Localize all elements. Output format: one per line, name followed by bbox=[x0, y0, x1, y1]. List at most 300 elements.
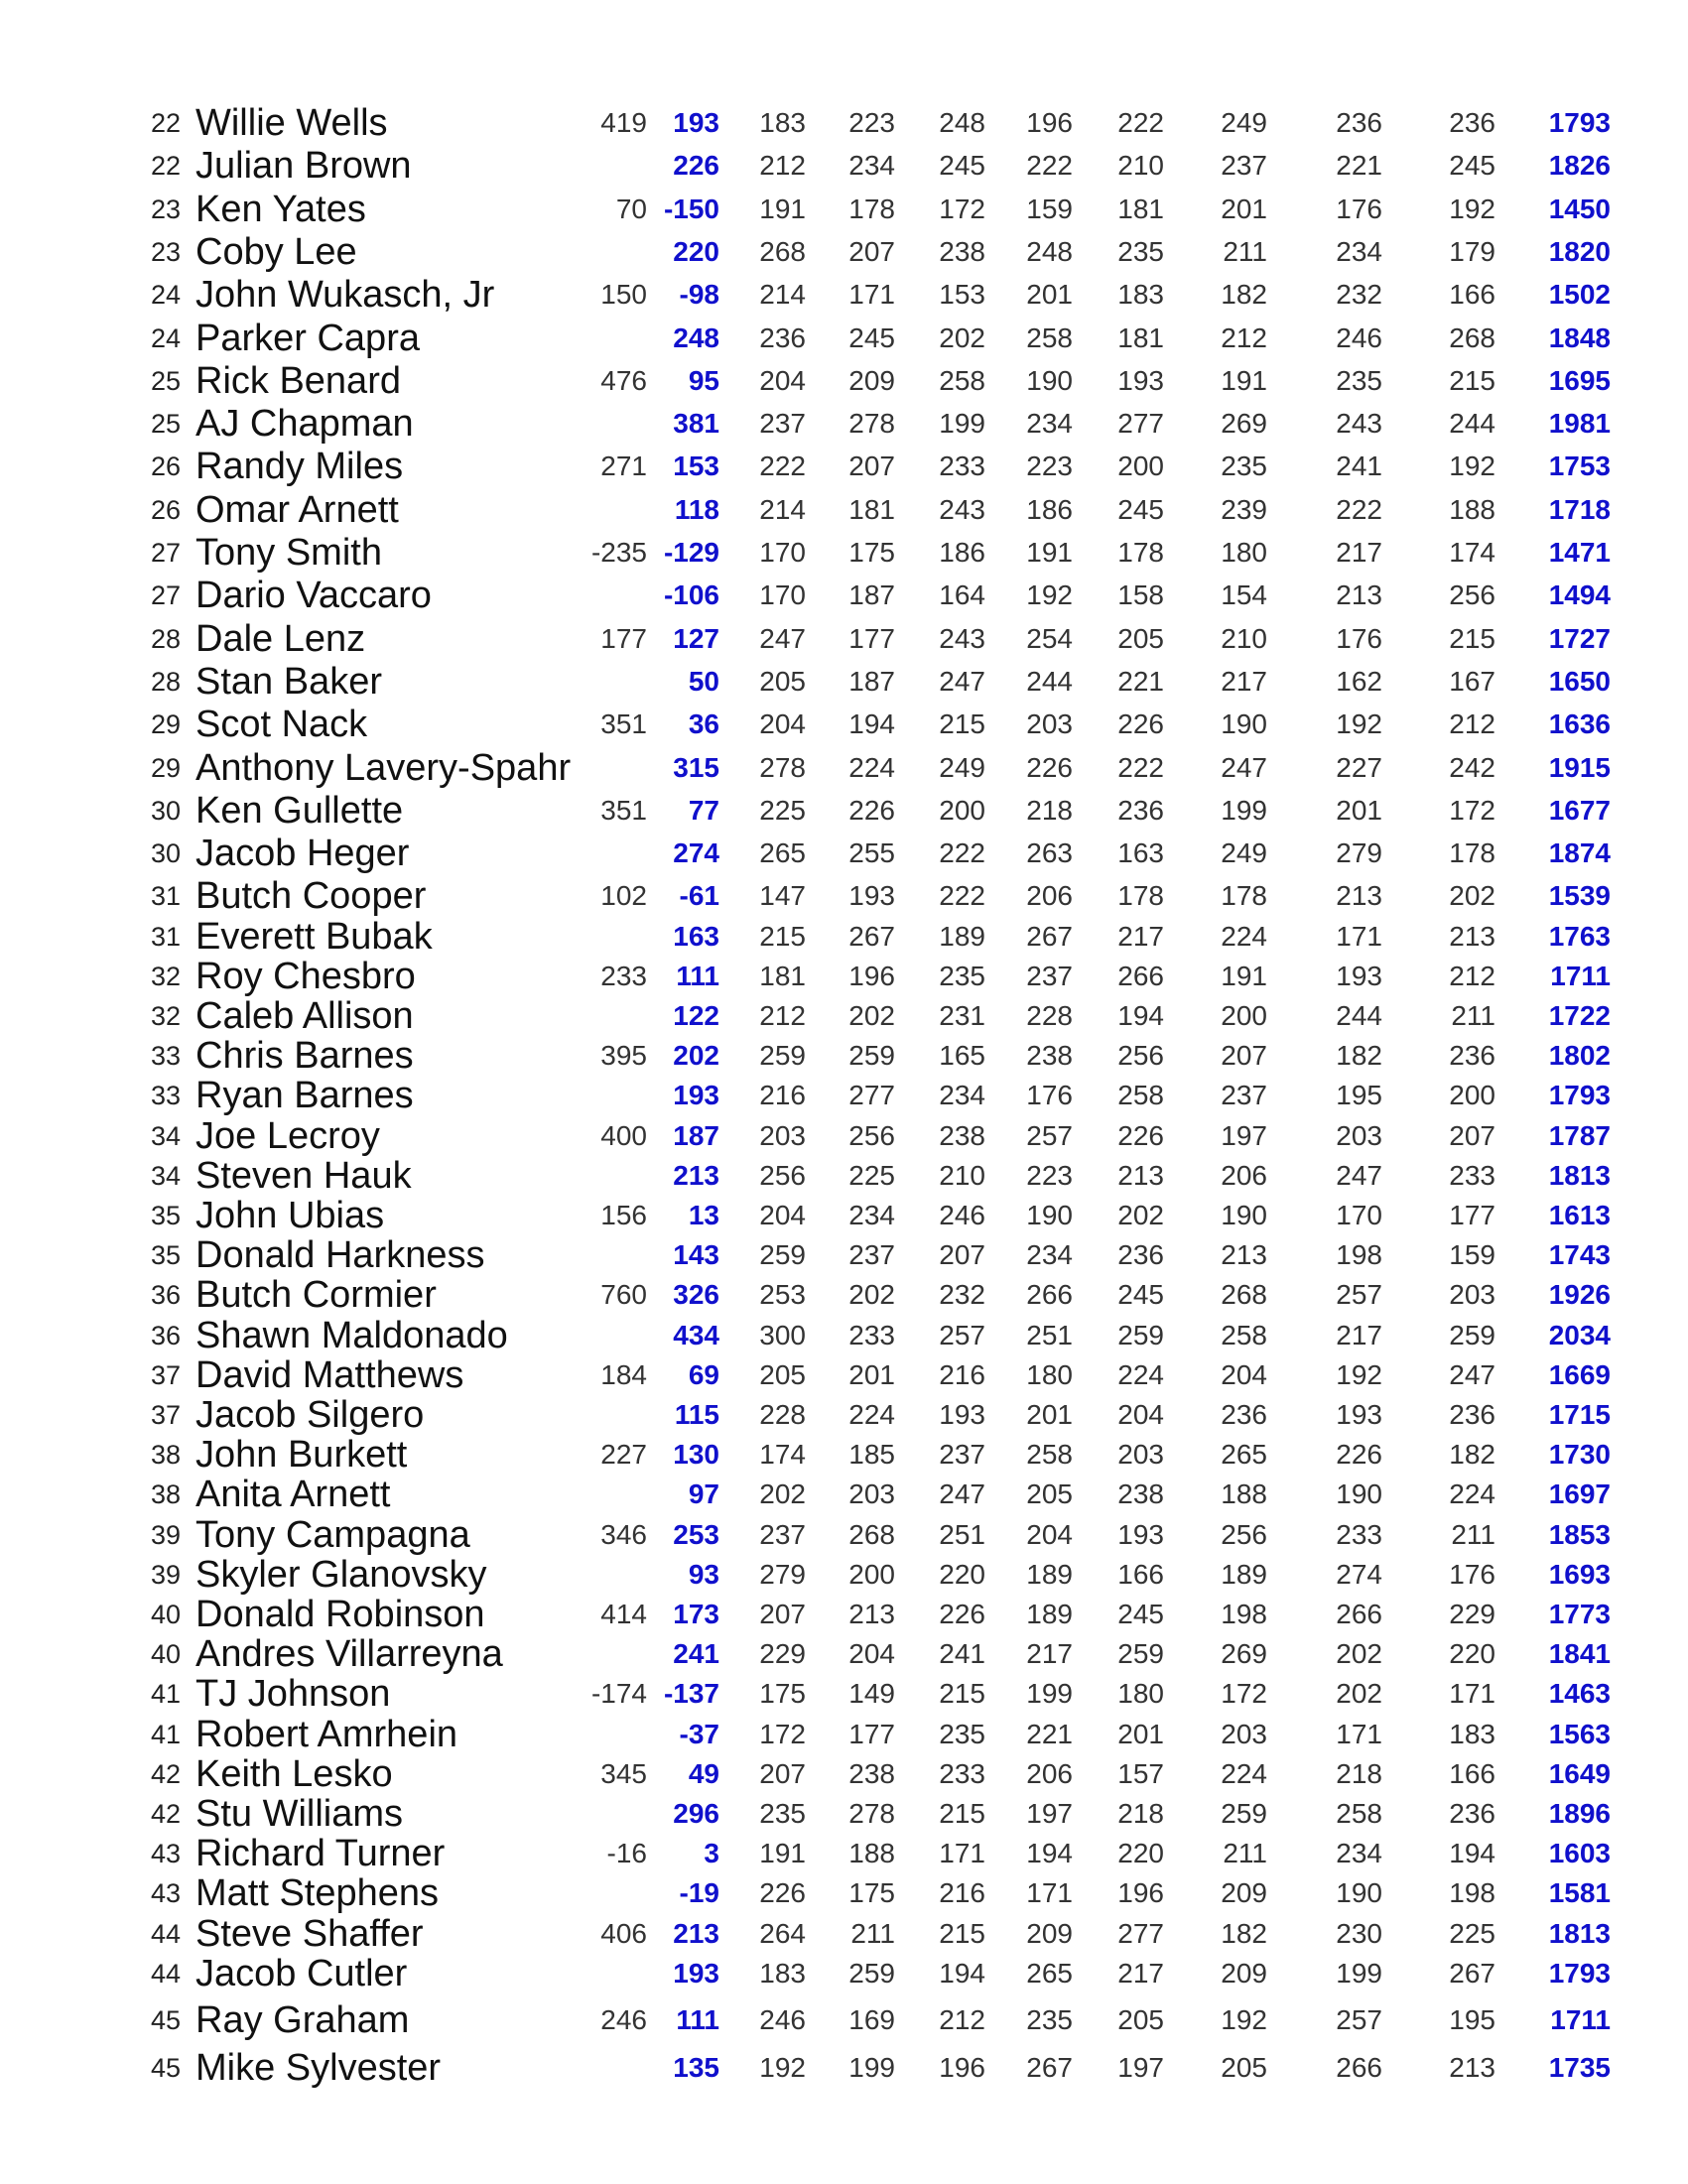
game-score-cell: 222 bbox=[1117, 107, 1164, 138]
game-score-cell: 254 bbox=[1026, 623, 1073, 654]
game-score-cell: 246 bbox=[1336, 322, 1382, 353]
points-cell: 400 bbox=[600, 1120, 647, 1151]
game-score-cell: 218 bbox=[1026, 795, 1073, 826]
table-row bbox=[0, 789, 1688, 833]
game-score-cell: 243 bbox=[939, 494, 985, 525]
table-row bbox=[0, 1433, 1688, 1477]
game-score-cell: 232 bbox=[1336, 279, 1382, 310]
game-score-cell: 203 bbox=[848, 1478, 895, 1509]
total-cell: 1463 bbox=[1548, 1678, 1611, 1709]
game-score-cell: 241 bbox=[1336, 450, 1382, 481]
game-score-cell: 175 bbox=[848, 537, 895, 568]
bowler-name: Steve Shaffer bbox=[195, 1913, 424, 1955]
bowler-name: Joe Lecroy bbox=[195, 1115, 380, 1157]
game-score-cell: 189 bbox=[1026, 1599, 1073, 1629]
net-cell: 315 bbox=[673, 752, 719, 783]
game-score-cell: 236 bbox=[1336, 107, 1382, 138]
bowler-name: Stan Baker bbox=[195, 661, 382, 703]
table-row bbox=[0, 1034, 1688, 1078]
points-cell: 476 bbox=[600, 365, 647, 396]
total-cell: 1697 bbox=[1548, 1478, 1611, 1509]
table-row bbox=[0, 101, 1688, 145]
game-score-cell: 247 bbox=[1221, 752, 1267, 783]
game-score-cell: 211 bbox=[1223, 236, 1267, 267]
game-score-cell: 183 bbox=[1449, 1719, 1495, 1749]
game-score-cell: 202 bbox=[1449, 880, 1495, 911]
total-cell: 1787 bbox=[1548, 1120, 1611, 1151]
table-row bbox=[0, 531, 1688, 575]
net-cell: 193 bbox=[673, 1080, 719, 1110]
game-score-cell: 226 bbox=[848, 795, 895, 826]
bowler-name: Omar Arnett bbox=[195, 489, 399, 531]
game-score-cell: 236 bbox=[1449, 1040, 1495, 1071]
game-score-cell: 256 bbox=[848, 1120, 895, 1151]
game-score-cell: 185 bbox=[848, 1439, 895, 1470]
game-score-cell: 248 bbox=[1026, 236, 1073, 267]
game-score-cell: 181 bbox=[1117, 193, 1164, 224]
bowler-name: Ryan Barnes bbox=[195, 1075, 414, 1116]
total-cell: 1693 bbox=[1548, 1559, 1611, 1590]
game-score-cell: 213 bbox=[1336, 579, 1382, 610]
game-score-cell: 170 bbox=[1336, 1200, 1382, 1230]
game-score-cell: 258 bbox=[939, 365, 985, 396]
net-cell: 187 bbox=[673, 1120, 719, 1151]
game-score-cell: 203 bbox=[1221, 1719, 1267, 1749]
total-cell: 1730 bbox=[1548, 1439, 1611, 1470]
game-score-cell: 234 bbox=[848, 1200, 895, 1230]
points-cell: 150 bbox=[600, 279, 647, 310]
net-cell: -61 bbox=[679, 880, 719, 911]
game-score-cell: 234 bbox=[939, 1080, 985, 1110]
game-score-cell: 159 bbox=[1026, 193, 1073, 224]
seed-number: 45 bbox=[151, 2005, 182, 2035]
game-score-cell: 147 bbox=[759, 880, 806, 911]
net-cell: 213 bbox=[673, 1918, 719, 1949]
total-cell: 1715 bbox=[1548, 1399, 1611, 1430]
points-cell: 233 bbox=[600, 961, 647, 991]
game-score-cell: 253 bbox=[759, 1279, 806, 1310]
game-score-cell: 175 bbox=[759, 1678, 806, 1709]
bowler-name: Randy Miles bbox=[195, 446, 404, 487]
game-score-cell: 238 bbox=[848, 1758, 895, 1789]
net-cell: -19 bbox=[679, 1877, 719, 1908]
total-cell: 1603 bbox=[1548, 1838, 1611, 1868]
game-score-cell: 235 bbox=[939, 961, 985, 991]
game-score-cell: 215 bbox=[939, 708, 985, 739]
game-score-cell: 217 bbox=[1336, 1320, 1382, 1350]
game-score-cell: 212 bbox=[1449, 708, 1495, 739]
seed-number: 22 bbox=[151, 108, 182, 138]
table-row bbox=[0, 1632, 1688, 1676]
game-score-cell: 207 bbox=[1221, 1040, 1267, 1071]
bowler-name: Caleb Allison bbox=[195, 995, 414, 1037]
game-score-cell: 217 bbox=[1026, 1638, 1073, 1669]
bowler-name: Jacob Cutler bbox=[195, 1953, 408, 1994]
total-cell: 1581 bbox=[1548, 1877, 1611, 1908]
game-score-cell: 223 bbox=[1026, 450, 1073, 481]
game-score-cell: 158 bbox=[1117, 579, 1164, 610]
total-cell: 1711 bbox=[1550, 961, 1611, 991]
bowler-name: Donald Harkness bbox=[195, 1234, 485, 1276]
game-score-cell: 259 bbox=[1117, 1320, 1164, 1350]
seed-number: 33 bbox=[151, 1081, 182, 1110]
table-row bbox=[0, 273, 1688, 317]
total-cell: 1813 bbox=[1548, 1918, 1611, 1949]
game-score-cell: 171 bbox=[939, 1838, 985, 1868]
game-score-cell: 243 bbox=[1336, 408, 1382, 439]
game-score-cell: 213 bbox=[1221, 1239, 1267, 1270]
bowler-name: Julian Brown bbox=[195, 145, 412, 187]
bowler-name: John Wukasch, Jr bbox=[195, 274, 495, 316]
game-score-cell: 258 bbox=[1336, 1798, 1382, 1829]
game-score-cell: 278 bbox=[848, 408, 895, 439]
game-score-cell: 215 bbox=[1449, 623, 1495, 654]
points-cell: 227 bbox=[600, 1439, 647, 1470]
game-score-cell: 209 bbox=[848, 365, 895, 396]
game-score-cell: 211 bbox=[850, 1918, 895, 1949]
game-score-cell: 190 bbox=[1221, 1200, 1267, 1230]
table-row bbox=[0, 1912, 1688, 1956]
table-row bbox=[0, 955, 1688, 998]
net-cell: 241 bbox=[673, 1638, 719, 1669]
game-score-cell: 190 bbox=[1026, 1200, 1073, 1230]
bowler-name: Chris Barnes bbox=[195, 1035, 414, 1077]
table-row bbox=[0, 1513, 1688, 1557]
game-score-cell: 222 bbox=[1117, 752, 1164, 783]
game-score-cell: 204 bbox=[848, 1638, 895, 1669]
game-score-cell: 236 bbox=[1117, 1239, 1164, 1270]
game-score-cell: 237 bbox=[1221, 1080, 1267, 1110]
bowler-name: Dario Vaccaro bbox=[195, 575, 432, 616]
game-score-cell: 202 bbox=[939, 322, 985, 353]
total-cell: 1874 bbox=[1548, 837, 1611, 868]
table-row bbox=[0, 994, 1688, 1038]
table-row bbox=[0, 703, 1688, 746]
game-score-cell: 233 bbox=[1336, 1519, 1382, 1550]
net-cell: 3 bbox=[704, 1838, 719, 1868]
table-row bbox=[0, 915, 1688, 959]
bowler-name: Jacob Silgero bbox=[195, 1394, 425, 1436]
points-cell: -235 bbox=[590, 537, 647, 568]
bowler-name: Butch Cormier bbox=[195, 1274, 437, 1316]
game-score-cell: 174 bbox=[759, 1439, 806, 1470]
game-score-cell: 194 bbox=[1449, 1838, 1495, 1868]
total-cell: 1753 bbox=[1548, 450, 1611, 481]
seed-number: 25 bbox=[151, 409, 182, 439]
game-score-cell: 207 bbox=[759, 1599, 806, 1629]
game-score-cell: 263 bbox=[1026, 837, 1073, 868]
points-cell: 246 bbox=[600, 2004, 647, 2035]
game-score-cell: 277 bbox=[1117, 408, 1164, 439]
game-score-cell: 278 bbox=[848, 1798, 895, 1829]
game-score-cell: 222 bbox=[939, 880, 985, 911]
game-score-cell: 212 bbox=[1221, 322, 1267, 353]
game-score-cell: 212 bbox=[759, 150, 806, 181]
game-score-cell: 212 bbox=[1449, 961, 1495, 991]
game-score-cell: 230 bbox=[1336, 1918, 1382, 1949]
game-score-cell: 192 bbox=[1336, 708, 1382, 739]
game-score-cell: 163 bbox=[1117, 837, 1164, 868]
total-cell: 1727 bbox=[1548, 623, 1611, 654]
game-score-cell: 178 bbox=[1117, 537, 1164, 568]
game-score-cell: 198 bbox=[1221, 1599, 1267, 1629]
points-cell: -16 bbox=[606, 1838, 647, 1868]
bowler-name: Jacob Heger bbox=[195, 833, 410, 874]
net-cell: 202 bbox=[673, 1040, 719, 1071]
game-score-cell: 172 bbox=[1449, 795, 1495, 826]
game-score-cell: 217 bbox=[1117, 1958, 1164, 1989]
seed-number: 43 bbox=[151, 1878, 182, 1908]
game-score-cell: 199 bbox=[1221, 795, 1267, 826]
game-score-cell: 199 bbox=[848, 2052, 895, 2083]
net-cell: 434 bbox=[673, 1320, 719, 1350]
game-score-cell: 193 bbox=[1336, 1399, 1382, 1430]
game-score-cell: 267 bbox=[1026, 2052, 1073, 2083]
table-row bbox=[0, 402, 1688, 446]
bowler-name: Skyler Glanovsky bbox=[195, 1554, 487, 1596]
game-score-cell: 277 bbox=[1117, 1918, 1164, 1949]
game-score-cell: 233 bbox=[939, 1758, 985, 1789]
game-score-cell: 300 bbox=[759, 1320, 806, 1350]
game-score-cell: 189 bbox=[1221, 1559, 1267, 1590]
bowler-name: Mike Sylvester bbox=[195, 2047, 442, 2089]
game-score-cell: 164 bbox=[939, 579, 985, 610]
game-score-cell: 218 bbox=[1117, 1798, 1164, 1829]
game-score-cell: 159 bbox=[1449, 1239, 1495, 1270]
net-cell: -106 bbox=[663, 579, 719, 610]
game-score-cell: 191 bbox=[759, 193, 806, 224]
seed-number: 28 bbox=[151, 667, 182, 697]
net-cell: 118 bbox=[674, 494, 719, 525]
game-score-cell: 221 bbox=[1336, 150, 1382, 181]
game-score-cell: 231 bbox=[939, 1000, 985, 1031]
total-cell: 1841 bbox=[1548, 1638, 1611, 1669]
bowler-name: David Matthews bbox=[195, 1354, 464, 1396]
game-score-cell: 223 bbox=[848, 107, 895, 138]
game-score-cell: 171 bbox=[848, 279, 895, 310]
game-score-cell: 213 bbox=[1449, 921, 1495, 952]
game-score-cell: 238 bbox=[1026, 1040, 1073, 1071]
table-row bbox=[0, 1273, 1688, 1317]
game-score-cell: 206 bbox=[1026, 1758, 1073, 1789]
game-score-cell: 215 bbox=[759, 921, 806, 952]
game-score-cell: 187 bbox=[848, 666, 895, 697]
points-cell: 184 bbox=[600, 1359, 647, 1390]
game-score-cell: 188 bbox=[848, 1838, 895, 1868]
seed-number: 43 bbox=[151, 1839, 182, 1868]
seed-number: 39 bbox=[151, 1520, 182, 1550]
game-score-cell: 269 bbox=[1221, 1638, 1267, 1669]
total-cell: 1494 bbox=[1548, 579, 1611, 610]
game-score-cell: 235 bbox=[939, 1719, 985, 1749]
game-score-cell: 202 bbox=[1336, 1678, 1382, 1709]
game-score-cell: 234 bbox=[848, 150, 895, 181]
table-row bbox=[0, 1713, 1688, 1756]
game-score-cell: 200 bbox=[939, 795, 985, 826]
game-score-cell: 182 bbox=[1221, 279, 1267, 310]
game-score-cell: 167 bbox=[1449, 666, 1495, 697]
game-score-cell: 220 bbox=[1449, 1638, 1495, 1669]
game-score-cell: 222 bbox=[939, 837, 985, 868]
game-score-cell: 277 bbox=[848, 1080, 895, 1110]
game-score-cell: 226 bbox=[1336, 1439, 1382, 1470]
game-score-cell: 233 bbox=[848, 1320, 895, 1350]
game-score-cell: 244 bbox=[1336, 1000, 1382, 1031]
game-score-cell: 237 bbox=[759, 408, 806, 439]
seed-number: 34 bbox=[151, 1121, 182, 1151]
game-score-cell: 265 bbox=[759, 837, 806, 868]
game-score-cell: 195 bbox=[1449, 2004, 1495, 2035]
game-score-cell: 204 bbox=[759, 365, 806, 396]
points-cell: 70 bbox=[615, 193, 647, 224]
game-score-cell: 193 bbox=[1336, 961, 1382, 991]
game-score-cell: 236 bbox=[1449, 1798, 1495, 1829]
game-score-cell: 216 bbox=[939, 1359, 985, 1390]
game-score-cell: 221 bbox=[1117, 666, 1164, 697]
net-cell: 193 bbox=[673, 107, 719, 138]
game-score-cell: 169 bbox=[848, 2004, 895, 2035]
game-score-cell: 245 bbox=[1449, 150, 1495, 181]
bowler-name: Parker Capra bbox=[195, 318, 420, 359]
game-score-cell: 193 bbox=[1117, 1519, 1164, 1550]
points-cell: 271 bbox=[600, 450, 647, 481]
game-score-cell: 259 bbox=[759, 1040, 806, 1071]
total-cell: 1471 bbox=[1548, 537, 1611, 568]
net-cell: 130 bbox=[673, 1439, 719, 1470]
game-score-cell: 237 bbox=[1221, 150, 1267, 181]
game-score-cell: 191 bbox=[759, 1838, 806, 1868]
net-cell: 274 bbox=[673, 837, 719, 868]
game-score-cell: 203 bbox=[1026, 708, 1073, 739]
game-score-cell: 235 bbox=[1026, 2004, 1073, 2035]
bowler-name: Ray Graham bbox=[195, 1999, 410, 2041]
game-score-cell: 259 bbox=[848, 1040, 895, 1071]
seed-number: 31 bbox=[151, 881, 182, 911]
net-cell: -129 bbox=[663, 537, 719, 568]
game-score-cell: 177 bbox=[848, 623, 895, 654]
game-score-cell: 186 bbox=[1026, 494, 1073, 525]
net-cell: 50 bbox=[688, 666, 719, 697]
seed-number: 30 bbox=[151, 838, 182, 868]
table-row bbox=[0, 2046, 1688, 2090]
game-score-cell: 225 bbox=[1449, 1918, 1495, 1949]
game-score-cell: 209 bbox=[1026, 1918, 1073, 1949]
game-score-cell: 258 bbox=[1026, 322, 1073, 353]
game-score-cell: 177 bbox=[1449, 1200, 1495, 1230]
seed-number: 23 bbox=[151, 237, 182, 267]
total-cell: 1502 bbox=[1548, 279, 1611, 310]
bowler-name: Anthony Lavery-Spahr bbox=[195, 747, 572, 789]
game-score-cell: 196 bbox=[1117, 1877, 1164, 1908]
game-score-cell: 225 bbox=[759, 795, 806, 826]
game-score-cell: 279 bbox=[1336, 837, 1382, 868]
game-score-cell: 178 bbox=[1221, 880, 1267, 911]
game-score-cell: 245 bbox=[939, 150, 985, 181]
total-cell: 1711 bbox=[1550, 2004, 1611, 2035]
net-cell: 49 bbox=[688, 1758, 719, 1789]
total-cell: 1539 bbox=[1548, 880, 1611, 911]
bowler-name: Ken Yates bbox=[195, 189, 366, 230]
game-score-cell: 205 bbox=[1117, 623, 1164, 654]
game-score-cell: 154 bbox=[1221, 579, 1267, 610]
game-score-cell: 249 bbox=[1221, 837, 1267, 868]
game-score-cell: 238 bbox=[1117, 1478, 1164, 1509]
game-score-cell: 246 bbox=[939, 1200, 985, 1230]
table-row bbox=[0, 1553, 1688, 1597]
bowler-name: Donald Robinson bbox=[195, 1594, 485, 1635]
game-score-cell: 180 bbox=[1221, 537, 1267, 568]
bowler-name: John Burkett bbox=[195, 1434, 408, 1476]
seed-number: 40 bbox=[151, 1639, 182, 1669]
game-score-cell: 183 bbox=[759, 107, 806, 138]
total-cell: 1743 bbox=[1548, 1239, 1611, 1270]
game-score-cell: 227 bbox=[1336, 752, 1382, 783]
game-score-cell: 220 bbox=[1117, 1838, 1164, 1868]
bowler-name: Roy Chesbro bbox=[195, 956, 416, 997]
game-score-cell: 206 bbox=[1221, 1160, 1267, 1191]
seed-number: 41 bbox=[151, 1679, 182, 1709]
game-score-cell: 212 bbox=[759, 1000, 806, 1031]
bowler-name: Stu Williams bbox=[195, 1793, 404, 1835]
game-score-cell: 215 bbox=[1449, 365, 1495, 396]
table-row bbox=[0, 746, 1688, 790]
seed-number: 37 bbox=[151, 1360, 182, 1390]
bowler-name: Shawn Maldonado bbox=[195, 1315, 508, 1356]
game-score-cell: 200 bbox=[1117, 450, 1164, 481]
game-score-cell: 258 bbox=[1221, 1320, 1267, 1350]
bowler-name: TJ Johnson bbox=[195, 1673, 391, 1715]
game-score-cell: 222 bbox=[1026, 150, 1073, 181]
points-cell: 351 bbox=[600, 708, 647, 739]
game-score-cell: 265 bbox=[1221, 1439, 1267, 1470]
game-score-cell: 201 bbox=[1336, 795, 1382, 826]
game-score-cell: 199 bbox=[939, 408, 985, 439]
game-score-cell: 267 bbox=[1026, 921, 1073, 952]
table-row bbox=[0, 1114, 1688, 1158]
total-cell: 1718 bbox=[1548, 494, 1611, 525]
game-score-cell: 199 bbox=[1026, 1678, 1073, 1709]
seed-number: 34 bbox=[151, 1161, 182, 1191]
net-cell: 326 bbox=[673, 1279, 719, 1310]
net-cell: -150 bbox=[663, 193, 719, 224]
game-score-cell: 269 bbox=[1221, 408, 1267, 439]
points-cell: 177 bbox=[600, 623, 647, 654]
game-score-cell: 192 bbox=[1221, 2004, 1267, 2035]
game-score-cell: 228 bbox=[759, 1399, 806, 1430]
points-cell: 406 bbox=[600, 1918, 647, 1949]
game-score-cell: 210 bbox=[1221, 623, 1267, 654]
net-cell: 153 bbox=[673, 450, 719, 481]
seed-number: 37 bbox=[151, 1400, 182, 1430]
game-score-cell: 245 bbox=[1117, 1279, 1164, 1310]
seed-number: 24 bbox=[151, 280, 182, 310]
game-score-cell: 200 bbox=[1449, 1080, 1495, 1110]
game-score-cell: 202 bbox=[848, 1000, 895, 1031]
table-row bbox=[0, 1353, 1688, 1397]
game-score-cell: 204 bbox=[759, 708, 806, 739]
game-score-cell: 176 bbox=[1026, 1080, 1073, 1110]
bowler-name: Robert Amrhein bbox=[195, 1714, 458, 1755]
game-score-cell: 176 bbox=[1449, 1559, 1495, 1590]
game-score-cell: 192 bbox=[1449, 450, 1495, 481]
total-cell: 1763 bbox=[1548, 921, 1611, 952]
game-score-cell: 215 bbox=[939, 1678, 985, 1709]
game-score-cell: 202 bbox=[848, 1279, 895, 1310]
game-score-cell: 213 bbox=[848, 1599, 895, 1629]
game-score-cell: 236 bbox=[1449, 107, 1495, 138]
game-score-cell: 197 bbox=[1221, 1120, 1267, 1151]
game-score-cell: 226 bbox=[1026, 752, 1073, 783]
